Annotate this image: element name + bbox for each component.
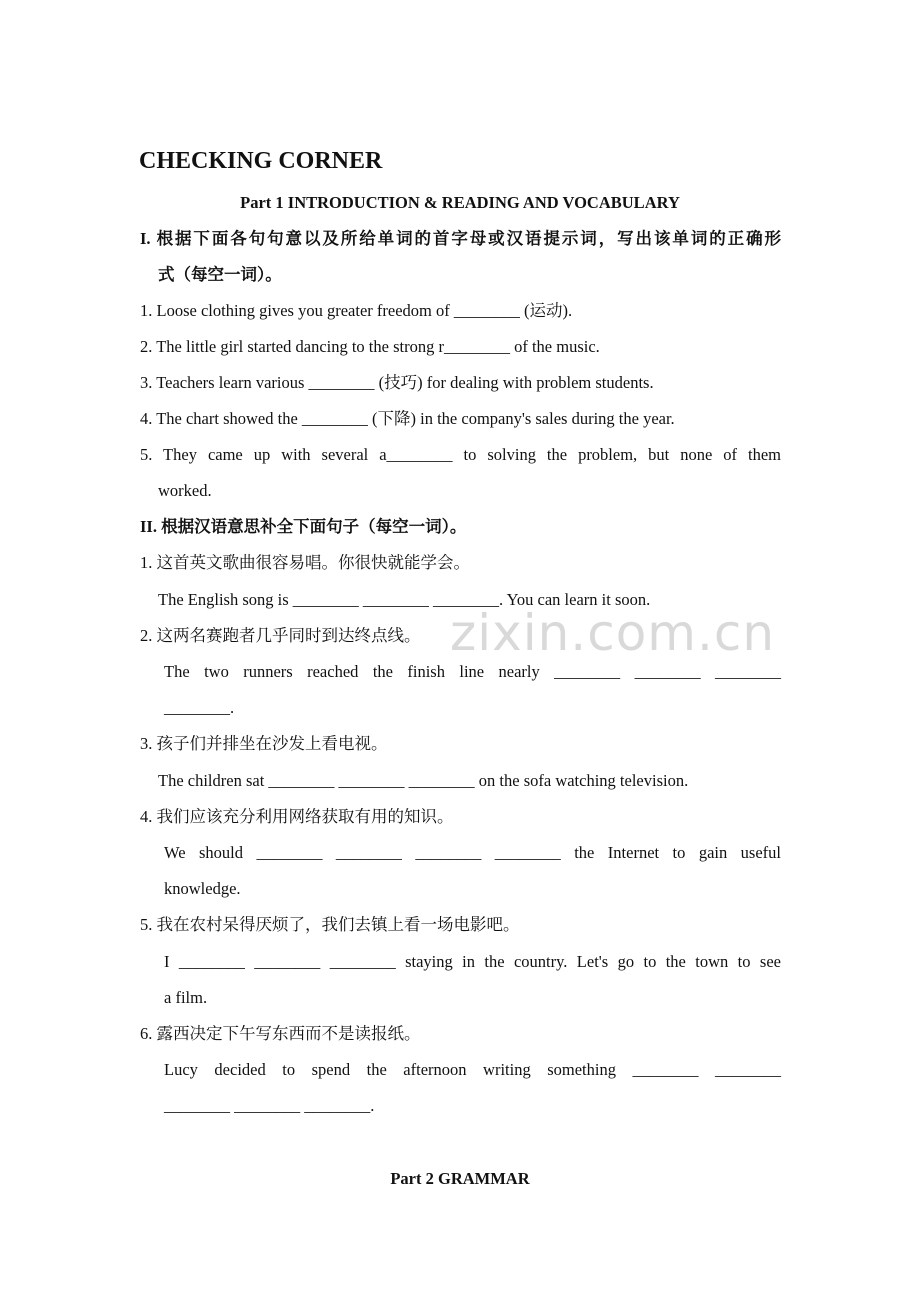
s2-q6-english: Lucy decided to spend the afternoon writing something ________ ________ (164, 1060, 781, 1079)
section1-heading: I. 根据下面各句句意以及所给单词的首字母或汉语提示词，写出该单词的正确形 (140, 229, 781, 248)
section1-heading-cont: 式（每空一词）。 (158, 265, 282, 284)
s2-q2-english-cont: ________. (164, 698, 235, 717)
s2-q4-english-cont: knowledge. (164, 879, 241, 898)
s2-q5-chinese: 5. 我在农村呆得厌烦了，我们去镇上看一场电影吧。 (140, 915, 520, 934)
part2-heading: Part 2 GRAMMAR (390, 1169, 530, 1188)
s2-q6-chinese: 6. 露西决定下午写东西而不是读报纸。 (140, 1024, 421, 1043)
s2-q2-english: The two runners reached the finish line nearly ________ ________ ________ (164, 662, 781, 681)
s2-q4-english: We should ________ ________ ________ ________ the Internet to gain useful (164, 843, 781, 862)
s1-item-5-cont: worked. (158, 481, 212, 500)
s2-q3-chinese: 3. 孩子们并排坐在沙发上看电视。 (140, 734, 388, 753)
section2-heading: II. 根据汉语意思补全下面句子（每空一词）。 (140, 517, 467, 536)
page-title: CHECKING CORNER (139, 148, 383, 174)
s2-q2-chinese: 2. 这两名赛跑者几乎同时到达终点线。 (140, 626, 421, 645)
s1-item-4: 4. The chart showed the ________ (下降) in the company's sales during the year. (140, 409, 675, 428)
s2-q1-english: The English song is ________ ________ ________. You can learn it soon. (158, 590, 651, 609)
s1-item-5: 5. They came up with several a________ to solving the problem, but none of them (140, 445, 781, 464)
s1-item-2: 2. The little girl started dancing to the strong r________ of the music. (140, 337, 600, 356)
s2-q6-english-cont: ________ ________ ________. (164, 1096, 375, 1115)
s2-q1-chinese: 1. 这首英文歌曲很容易唱。你很快就能学会。 (140, 553, 470, 572)
s2-q3-english: The children sat ________ ________ ________ on the sofa watching television. (158, 771, 689, 790)
s1-item-1: 1. Loose clothing gives you greater freedom of ________ (运动). (140, 301, 573, 320)
s1-item-3: 3. Teachers learn various ________ (技巧) for dealing with problem students. (140, 373, 654, 392)
s2-q5-english-cont: a film. (164, 988, 208, 1007)
part1-heading: Part 1 INTRODUCTION & READING AND VOCABULARY (240, 193, 680, 212)
watermark: zixin.com.cn (450, 604, 776, 662)
s2-q5-english: I ________ ________ ________ staying in the country. Let's go to the town to see (164, 952, 781, 971)
s2-q4-chinese: 4. 我们应该充分利用网络获取有用的知识。 (140, 807, 454, 826)
